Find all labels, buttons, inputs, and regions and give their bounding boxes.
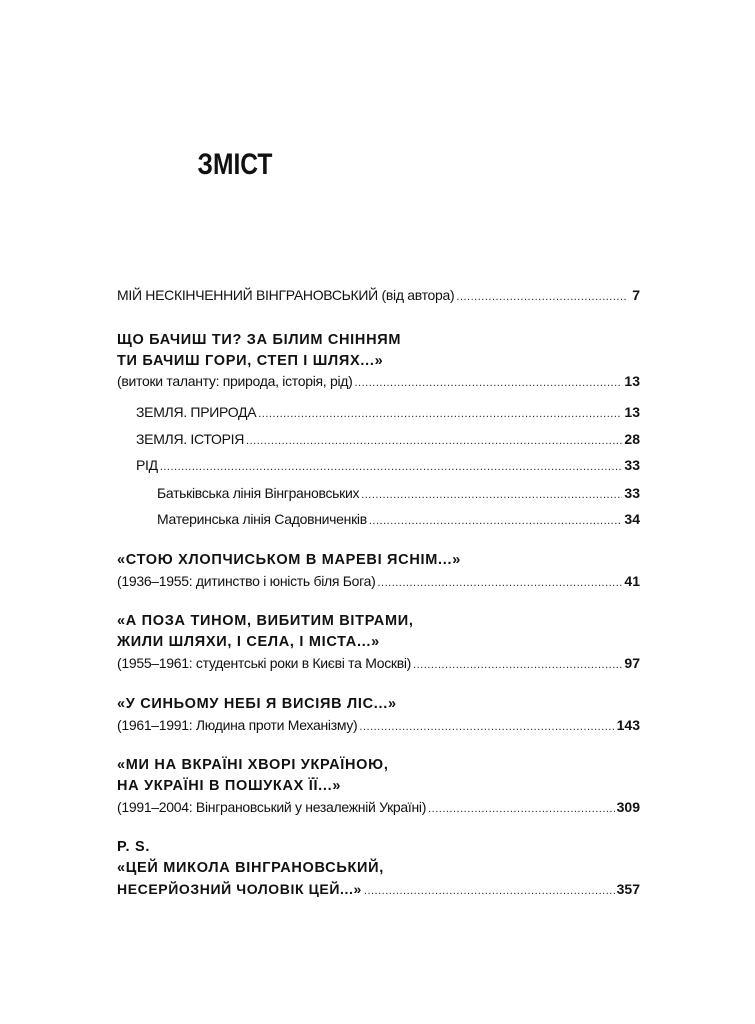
toc-entry <box>117 572 640 592</box>
dot-leader <box>160 458 623 476</box>
dot-leader <box>361 486 622 504</box>
dot-leader <box>364 882 615 900</box>
section-heading: «У СИНЬОМУ НЕБІ Я ВИСІЯВ ЛІС...» <box>117 696 397 712</box>
section-heading: «ЦЕЙ МИКОЛА ВІНГРАНОВСЬКИЙ, <box>117 860 384 876</box>
toc-page-number: 309 <box>616 799 640 815</box>
toc-page-number: 143 <box>616 717 640 733</box>
toc-entry-text: Материнська лінія Садовниченків <box>157 511 367 527</box>
toc-page-number: 13 <box>624 373 640 389</box>
toc-subentry <box>136 456 640 476</box>
section-heading: НА УКРАЇНІ В ПОШУКАХ ЇЇ...» <box>117 778 342 794</box>
toc-entry-text: МІЙ НЕСКІНЧЕННИЙ ВІНГРАНОВСЬКИЙ (від автора) <box>117 287 455 303</box>
dot-leader <box>456 288 628 306</box>
toc-subsubentry <box>157 510 640 530</box>
section-heading: ТИ БАЧИШ ГОРИ, СТЕП І ШЛЯХ...» <box>117 353 384 369</box>
section-heading: ЩО БАЧИШ ТИ? ЗА БІЛИМ СНІННЯМ <box>117 332 402 348</box>
dot-leader <box>246 432 622 450</box>
dot-leader <box>413 656 622 674</box>
toc-entry-text: ЗЕМЛЯ. ПРИРОДА <box>136 404 257 420</box>
toc-entry <box>117 716 640 736</box>
toc-subentry <box>136 403 640 423</box>
dot-leader <box>369 512 623 530</box>
toc-entry-text: (1991–2004: Вінграновський у незалежній Україні) <box>117 799 427 815</box>
toc-page-number: 97 <box>624 655 640 671</box>
toc-subsubentry <box>157 484 640 504</box>
toc-entry-text: (1955–1961: студентські роки в Києві та Москві) <box>117 655 412 671</box>
section-heading: «МИ НА ВКРАЇНІ ХВОРІ УКРАЇНОЮ, <box>117 757 389 773</box>
section-heading: ЖИЛИ ШЛЯХИ, І СЕЛА, І МІСТА...» <box>117 634 380 650</box>
toc-page-number: 13 <box>624 404 640 420</box>
section-heading: «А ПОЗА ТИНОМ, ВИБИТИМ ВІТРАМИ, <box>117 613 414 629</box>
toc-entry <box>117 286 640 306</box>
toc-entry-text: ЗЕМЛЯ. ІСТОРІЯ <box>136 431 245 447</box>
toc-page-number: 357 <box>616 881 640 897</box>
toc-entry <box>117 880 640 900</box>
page-title: ЗМІСТ <box>197 148 273 181</box>
toc-entry <box>117 372 640 392</box>
dot-leader <box>258 405 622 423</box>
toc-page-number: 34 <box>624 511 640 527</box>
toc-page-number: 41 <box>624 573 640 589</box>
dot-leader <box>428 800 615 818</box>
toc-entry-text: (витоки таланту: природа, історія, рід) <box>117 373 353 389</box>
dot-leader <box>359 718 614 736</box>
toc-page-number: 7 <box>632 287 640 303</box>
toc-entry <box>117 798 640 818</box>
dot-leader <box>377 574 622 592</box>
section-heading: P. S. <box>117 839 151 855</box>
toc-entry <box>117 654 640 674</box>
toc-page-number: 33 <box>624 485 640 501</box>
toc-entry-text: (1936–1955: дитинство і юність біля Бога) <box>117 573 376 589</box>
toc-entry-text: РІД <box>136 457 158 473</box>
toc-entry-text: Батьківська лінія Вінграновських <box>157 485 360 501</box>
dot-leader <box>355 374 623 392</box>
toc-page-number: 28 <box>624 431 640 447</box>
section-heading: «СТОЮ ХЛОПЧИСЬКОМ В МАРЕВІ ЯСНІМ...» <box>117 552 461 568</box>
toc-entry-text: (1961–1991: Людина проти Механізму) <box>117 717 358 733</box>
toc-entry-text: НЕСЕРЙОЗНИЙ ЧОЛОВІК ЦЕЙ...» <box>117 881 362 897</box>
toc-subentry <box>136 430 640 450</box>
toc-page-number: 33 <box>624 457 640 473</box>
